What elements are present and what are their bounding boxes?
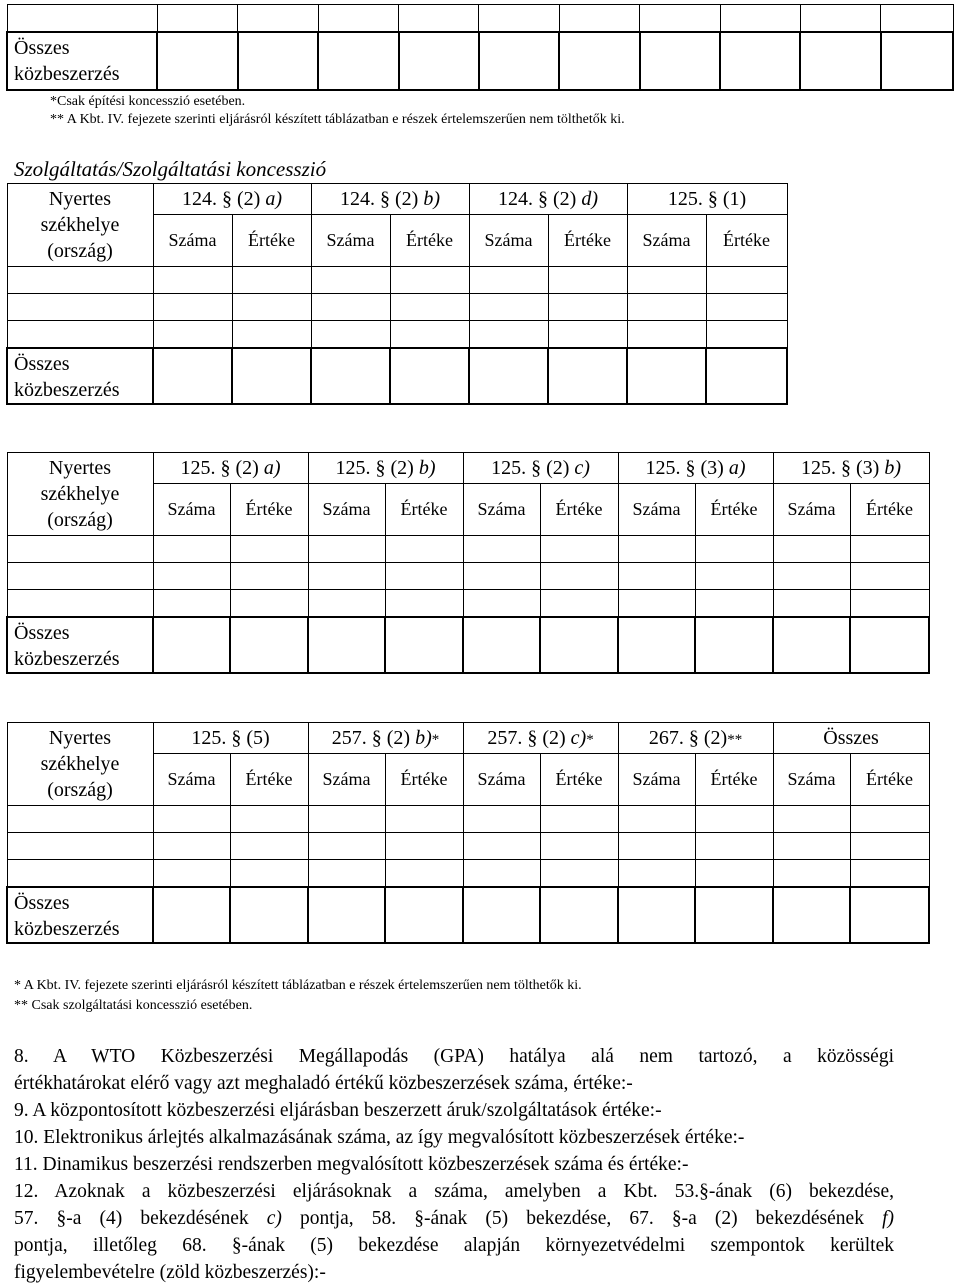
service-table-1: [6, 183, 788, 405]
column-header: 267. § (2)**: [618, 723, 773, 754]
subheader-number: Száma: [627, 215, 706, 267]
footnote: ** A Kbt. IV. fejezete szerinti eljárásról készített táblázatban e részek értelemszerűen nem tölthetők ki.: [50, 112, 625, 127]
subheader-value: Értéke: [540, 754, 618, 806]
section-title: Szolgáltatás/Szolgáltatási koncesszió: [14, 157, 327, 181]
subheader-number: Száma: [463, 754, 540, 806]
total-label: közbeszerzés: [14, 918, 120, 940]
subheader-value: Értéke: [230, 484, 308, 536]
table-row: [7, 806, 929, 833]
column-header: 125. § (2) c): [463, 453, 618, 484]
column-header: 124. § (2) a): [153, 184, 311, 215]
footnote: ** Csak szolgáltatási koncesszió esetében.: [14, 998, 253, 1013]
footnote: * A Kbt. IV. fejezete szerinti eljárásról készített táblázatban e részek értelemszerűen nem tölthetők ki.: [14, 978, 582, 993]
subheader-value: Értéke: [385, 484, 463, 536]
table-row: [7, 860, 929, 888]
total-label: közbeszerzés: [14, 379, 120, 401]
subheader-number: Száma: [308, 754, 385, 806]
column-header: 257. § (2) c)*: [463, 723, 618, 754]
service-table-2: [6, 452, 930, 674]
subheader-value: Értéke: [695, 754, 773, 806]
table-row: [7, 590, 929, 618]
subheader-number: Száma: [463, 484, 540, 536]
subheader-value: Értéke: [232, 215, 311, 267]
subheader-number: Száma: [618, 484, 695, 536]
subheader-number: Száma: [153, 484, 230, 536]
column-header: Összes: [773, 723, 929, 754]
total-label: Összes: [14, 622, 70, 644]
subheader-value: Értéke: [385, 754, 463, 806]
subheader-value: Értéke: [230, 754, 308, 806]
column-header: 124. § (2) d): [469, 184, 627, 215]
item-10: 10. Elektronikus árlejtés alkalmazásának száma, az így megvalósított közbeszerzések értéke:-: [14, 1127, 745, 1148]
subheader-number: Száma: [773, 754, 850, 806]
column-header: 125. § (5): [153, 723, 308, 754]
footnote: *Csak építési koncesszió esetében.: [50, 94, 246, 109]
subheader-number: Száma: [308, 484, 385, 536]
column-header: 125. § (2) a): [153, 453, 308, 484]
top-summary-table: [6, 4, 954, 91]
table-row: [7, 833, 929, 860]
table-row: [7, 184, 787, 215]
subheader-number: Száma: [469, 215, 548, 267]
subheader-value: Értéke: [850, 484, 929, 536]
subheader-value: Értéke: [850, 754, 929, 806]
row-label: székhelye: [40, 483, 120, 505]
table-row: [7, 453, 929, 484]
table-row: [7, 321, 787, 349]
row-label: (ország): [47, 779, 113, 801]
subheader-value: Értéke: [706, 215, 787, 267]
column-header: 257. § (2) b)*: [308, 723, 463, 754]
column-header: 125. § (3) a): [618, 453, 773, 484]
column-header: 124. § (2) b): [311, 184, 469, 215]
total-label: Összes: [14, 37, 70, 59]
subheader-value: Értéke: [548, 215, 627, 267]
service-table-3: [6, 722, 930, 944]
item-11: 11. Dinamikus beszerzési rendszerben megvalósított közbeszerzések száma és értéke:-: [14, 1154, 689, 1175]
subheader-number: Száma: [311, 215, 390, 267]
subheader-number: Száma: [773, 484, 850, 536]
table-row: [7, 617, 929, 673]
table-row: [7, 5, 953, 33]
row-label: (ország): [47, 509, 113, 531]
subheader-value: Értéke: [695, 484, 773, 536]
item-12-line1: 12. Azoknak a közbeszerzési eljárásoknak a száma, amelyben a Kbt. 53.§-ának (6) bekezdése,: [14, 1181, 894, 1202]
total-label: Összes: [14, 892, 70, 914]
table-row: [7, 267, 787, 294]
table-row: [7, 723, 929, 754]
item-8-line1: 8. A WTO Közbeszerzési Megállapodás (GPA) hatálya alá nem tartozó, a közösségi: [14, 1046, 894, 1067]
total-label: közbeszerzés: [14, 648, 120, 670]
total-label: Összes: [14, 353, 70, 375]
table-row: [7, 32, 953, 90]
row-label: (ország): [47, 240, 113, 262]
table-row: [7, 887, 929, 943]
subheader-number: Száma: [153, 754, 230, 806]
table-row: [7, 348, 787, 404]
item-9: 9. A központosított közbeszerzési eljárásban beszerzett áruk/szolgáltatások értéke:-: [14, 1100, 662, 1121]
item-12-line3: pontja, illetőleg 68. §-ának (5) bekezdése alapján környezetvédelmi szempontok kerültek: [14, 1235, 894, 1256]
column-header: 125. § (2) b): [308, 453, 463, 484]
row-label: Nyertes: [48, 727, 112, 749]
total-label: közbeszerzés: [14, 63, 120, 85]
table-row: [7, 536, 929, 563]
row-label: Nyertes: [48, 188, 112, 210]
subheader-number: Száma: [153, 215, 232, 267]
subheader-value: Értéke: [390, 215, 469, 267]
item-12-line4: figyelembevételre (zöld közbeszerzés):-: [14, 1262, 326, 1283]
subheader-value: Értéke: [540, 484, 618, 536]
column-header: 125. § (1): [627, 184, 787, 215]
item-8-line2: értékhatárokat elérő vagy azt meghaladó értékű közbeszerzések száma, értéke:-: [14, 1073, 633, 1094]
table-row: [7, 563, 929, 590]
row-label: Nyertes: [48, 457, 112, 479]
row-label: székhelye: [40, 753, 120, 775]
table-row: [7, 294, 787, 321]
item-12-line2: 57. §-a (4) bekezdésének c) pontja, 58. §-ának (5) bekezdése, 67. §-a (2) bekezdésének f): [14, 1208, 894, 1229]
row-label: székhelye: [40, 214, 120, 236]
subheader-number: Száma: [618, 754, 695, 806]
column-header: 125. § (3) b): [773, 453, 929, 484]
